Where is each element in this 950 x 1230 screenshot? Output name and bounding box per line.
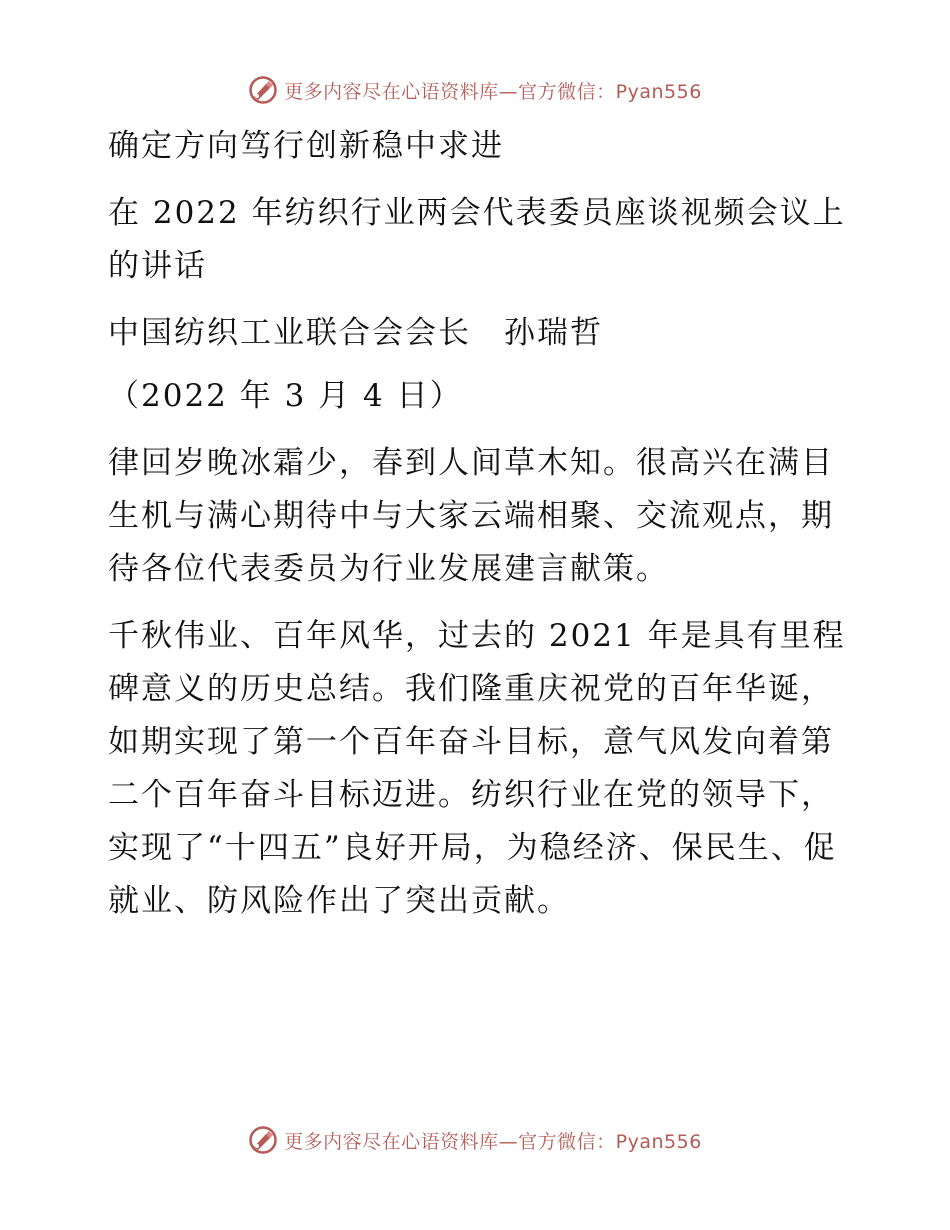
document-subtitle: 在 2022 年纺织行业两会代表委员座谈视频会议上的讲话 bbox=[108, 195, 846, 284]
pen-logo-icon bbox=[248, 75, 278, 105]
document-title: 确定方向笃行创新稳中求进 bbox=[108, 128, 504, 164]
header-watermark bbox=[0, 70, 950, 110]
document-body bbox=[98, 120, 850, 928]
watermark-text: 更多内容尽在心语资料库—官方微信：Pyan556 bbox=[284, 80, 702, 103]
paragraph: 千秋伟业、百年风华，过去的 2021 年是具有里程碑意义的历史总结。我们隆重庆祝党的百年华诞，如期实现了第一个百年奋斗目标，意气风发向着第二个百年奋斗目标迈进。纺织行业在党的领导下，实现了“十四五”良好开局，为稳经济、保民生、促就业、防风险作出了突出贡献。 bbox=[108, 618, 846, 919]
document-date: （2022 年 3 月 4 日） bbox=[108, 378, 463, 414]
footer-watermark bbox=[0, 1120, 950, 1160]
document-author: 中国纺织工业联合会会长 孙瑞哲 bbox=[108, 315, 603, 351]
pen-logo-icon bbox=[248, 1125, 278, 1155]
paragraph: 律回岁晚冰霜少，春到人间草木知。很高兴在满目生机与满心期待中与大家云端相聚、交流观点，期待各位代表委员为行业发展建言献策。 bbox=[108, 445, 834, 587]
watermark-text: 更多内容尽在心语资料库—官方微信：Pyan556 bbox=[284, 1130, 702, 1153]
